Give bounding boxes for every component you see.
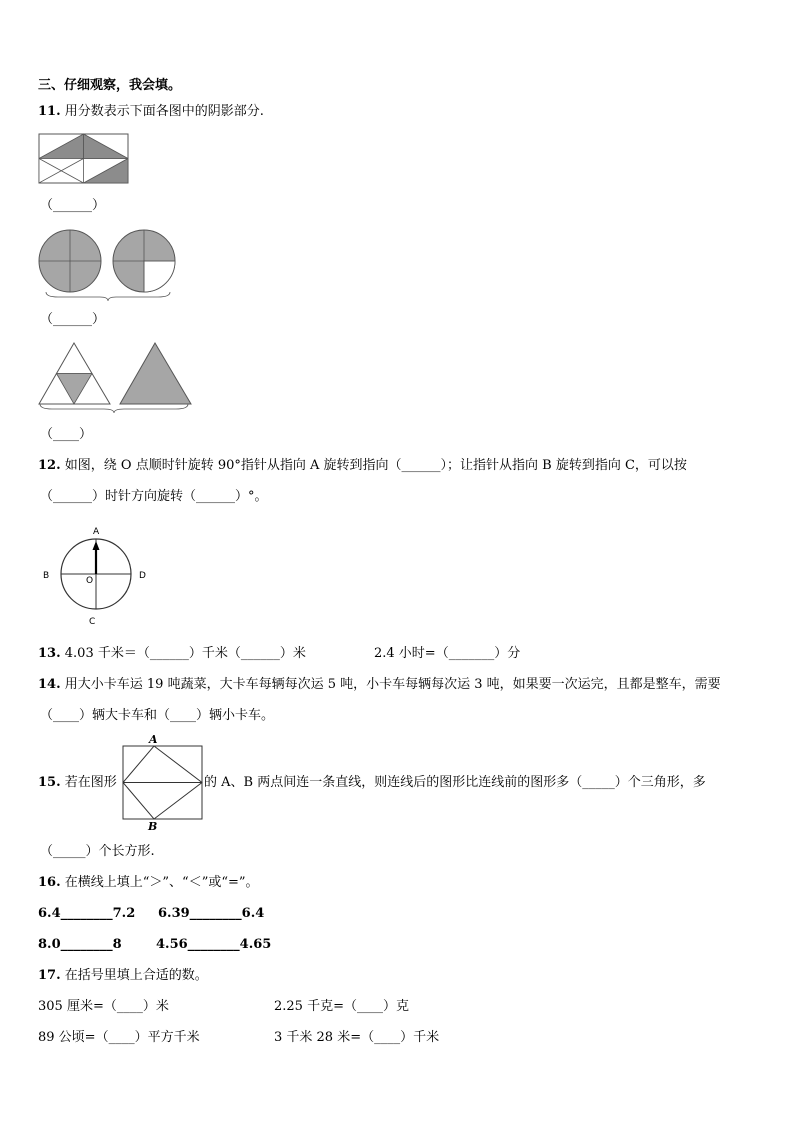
question-15-line2: （_____）个长方形. xyxy=(40,844,155,859)
shaded-triangles-figure xyxy=(38,342,194,418)
question-text-before: 若在图形 xyxy=(64,775,117,790)
question-13-part2: 2.4 小时=（_______）分 xyxy=(374,646,521,661)
question-14-line2: （____）辆大卡车和（____）辆小卡车。 xyxy=(40,708,275,723)
question-number: 17. xyxy=(38,968,61,983)
label-o: O xyxy=(86,576,94,586)
question-text: 用分数表示下面各图中的阴影部分. xyxy=(64,104,264,119)
question-number: 11. xyxy=(38,104,61,119)
answer-blank-11-1[interactable]: （______） xyxy=(40,198,106,213)
conversion-item-4[interactable]: 3 千米 28 米=（____）千米 xyxy=(274,1030,440,1045)
question-11 xyxy=(38,104,264,120)
conversion-item-3[interactable]: 89 公顷=（____）平方千米 xyxy=(38,1030,200,1045)
question-16 xyxy=(38,875,259,891)
question-17 xyxy=(38,968,208,984)
shaded-rectangle-figure xyxy=(38,133,130,185)
question-number: 16. xyxy=(38,875,61,890)
conversion-item-2[interactable]: 2.25 千克=（____）克 xyxy=(274,999,409,1014)
question-number: 14. xyxy=(38,677,61,692)
label-c: C xyxy=(89,617,96,627)
question-number: 15. xyxy=(38,775,61,790)
question-text: 在横线上填上“＞”、“＜”或“=”。 xyxy=(64,875,259,890)
rectangle-rhombus-figure xyxy=(122,733,204,833)
compare-item-2[interactable]: 6.39________6.4 xyxy=(158,906,265,921)
question-text-line1: 用大小卡车运 19 吨蔬菜，大卡车每辆每次运 5 吨，小卡车每辆每次运 3 吨，如果要一次运完，且都是整车，需要 xyxy=(64,677,721,692)
question-12-line2: （______）时针方向旋转（______）°。 xyxy=(40,489,268,504)
compare-item-3[interactable]: 8.0________8 xyxy=(38,937,122,952)
question-text-line1: 如图，绕 O 点顺时针旋转 90°指针从指向 A 旋转到指向（______）；让指针从指向 B 旋转到指向 C，可以按 xyxy=(64,458,687,473)
question-15-text-after: 的 A、B 两点间连一条直线，则连线后的图形比连线前的图形多（_____）个三角形，多 xyxy=(204,775,706,790)
answer-blank-11-3[interactable]: （____） xyxy=(40,427,93,442)
label-d: D xyxy=(139,571,146,581)
question-text: 在括号里填上合适的数。 xyxy=(64,968,208,983)
answer-blank-11-2[interactable]: （______） xyxy=(40,312,106,327)
rotation-pointer-figure xyxy=(40,524,155,630)
label-a: A xyxy=(149,733,158,746)
shaded-circles-figure xyxy=(38,229,178,299)
question-13 xyxy=(38,646,306,662)
question-12 xyxy=(38,458,687,474)
compare-item-1[interactable]: 6.4________7.2 xyxy=(38,906,136,921)
question-15 xyxy=(38,775,117,791)
question-number: 12. xyxy=(38,458,61,473)
label-b: B xyxy=(148,820,158,833)
question-number: 13. xyxy=(38,646,61,661)
label-a: A xyxy=(93,527,100,537)
question-13-part1: 4.03 千米＝（______）千米（______）米 xyxy=(64,646,306,661)
label-b: B xyxy=(43,571,50,581)
question-14 xyxy=(38,677,721,693)
conversion-item-1[interactable]: 305 厘米=（____）米 xyxy=(38,999,169,1014)
section-heading: 三、仔细观察，我会填。 xyxy=(38,78,182,93)
compare-item-4[interactable]: 4.56________4.65 xyxy=(156,937,272,952)
